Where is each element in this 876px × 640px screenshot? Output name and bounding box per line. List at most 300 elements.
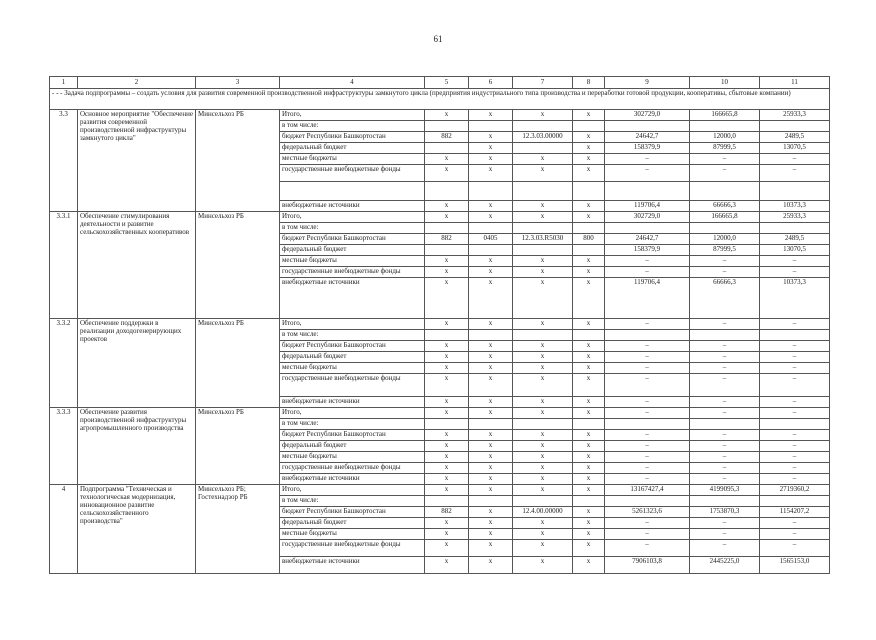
cell-c11: 1154207,2	[760, 507, 830, 518]
funding-source: бюджет Республики Башкортостан	[280, 507, 425, 518]
cell-c11	[760, 121, 830, 132]
cell-c7: x	[513, 485, 573, 496]
funding-source: местные бюджеты	[280, 452, 425, 463]
cell-c11	[760, 223, 830, 234]
cell-c9: 158379,9	[605, 143, 690, 154]
header-cell: 9	[605, 77, 690, 89]
cell-c9: –	[605, 267, 690, 278]
cell-c6: x	[469, 267, 513, 278]
cell-c5: x	[425, 363, 469, 374]
cell-c7: x	[513, 374, 573, 397]
cell-c8	[573, 496, 605, 507]
cell-c6: x	[469, 397, 513, 408]
cell-c9: –	[605, 430, 690, 441]
cell-c5: 882	[425, 507, 469, 518]
cell-c6: x	[469, 557, 513, 574]
cell-c11: –	[760, 441, 830, 452]
cell-c8: x	[573, 485, 605, 496]
cell-c8: x	[573, 319, 605, 330]
header-cell: 8	[573, 77, 605, 89]
cell-c6: x	[469, 363, 513, 374]
cell-c5: x	[425, 110, 469, 121]
cell-c7: x	[513, 529, 573, 540]
cell-c6: x	[469, 110, 513, 121]
section-name: Основное мероприятие "Обеспечение развития современной производственной инфраструктуры замкнутого цикла"	[78, 110, 196, 212]
cell-c7	[513, 223, 573, 234]
cell-c6: x	[469, 507, 513, 518]
cell-c10	[690, 496, 760, 507]
cell-c8: x	[573, 397, 605, 408]
table-row	[50, 319, 830, 330]
funding-source: внебюджетные источники	[280, 397, 425, 408]
cell-c8: x	[573, 441, 605, 452]
cell-c5: x	[425, 397, 469, 408]
cell-c6: x	[469, 529, 513, 540]
header-cell: 11	[760, 77, 830, 89]
cell-c9: 158379,9	[605, 245, 690, 256]
funding-source	[280, 182, 425, 201]
cell-c7: x	[513, 154, 573, 165]
cell-c10	[690, 121, 760, 132]
cell-c11: –	[760, 474, 830, 485]
column-numbers-row	[50, 77, 830, 89]
cell-c5: 882	[425, 234, 469, 245]
cell-c9: –	[605, 352, 690, 363]
table-body	[50, 77, 830, 574]
section-executor: Минсельхоз РБ	[196, 319, 280, 408]
cell-c11: 25933,3	[760, 212, 830, 223]
cell-c10: –	[690, 363, 760, 374]
cell-c8: 800	[573, 234, 605, 245]
cell-c9	[605, 223, 690, 234]
cell-c7	[513, 330, 573, 341]
cell-c9: –	[605, 518, 690, 529]
funding-source: федеральный бюджет	[280, 245, 425, 256]
header-cell: 7	[513, 77, 573, 89]
cell-c10: 66666,3	[690, 278, 760, 319]
cell-c6	[469, 330, 513, 341]
cell-c5: x	[425, 557, 469, 574]
cell-c7: x	[513, 278, 573, 319]
cell-c5	[425, 330, 469, 341]
cell-c11: –	[760, 430, 830, 441]
cell-c8: x	[573, 474, 605, 485]
header-cell: 1	[50, 77, 78, 89]
budget-table	[49, 76, 830, 574]
cell-c11	[760, 496, 830, 507]
cell-c11: –	[760, 352, 830, 363]
cell-c8: x	[573, 143, 605, 154]
cell-c9: 119706,4	[605, 278, 690, 319]
cell-c6: x	[469, 143, 513, 154]
funding-source: внебюджетные источники	[280, 278, 425, 319]
cell-c6	[469, 496, 513, 507]
section-number: 3.3.3	[50, 408, 78, 485]
cell-c7: x	[513, 212, 573, 223]
cell-c10: –	[690, 463, 760, 474]
task-text: Задача подпрограммы – создать условия для развития современной производственной инфраструктуры замкнутого цикла (предприятия индустриального типа производства и переработки готовой продукции, кооперативы, сбытовые компании)	[64, 89, 791, 97]
cell-c11: –	[760, 154, 830, 165]
cell-c7	[513, 143, 573, 154]
cell-c7: x	[513, 352, 573, 363]
cell-c8	[573, 419, 605, 430]
cell-c8: x	[573, 132, 605, 143]
funding-source: Итого,	[280, 485, 425, 496]
cell-c11: 25933,3	[760, 110, 830, 121]
cell-c7: x	[513, 363, 573, 374]
cell-c6: x	[469, 352, 513, 363]
cell-c7: x	[513, 463, 573, 474]
cell-c7	[513, 182, 573, 201]
cell-c7: x	[513, 540, 573, 557]
cell-c5: x	[425, 452, 469, 463]
funding-source: государственные внебюджетные фонды	[280, 165, 425, 182]
cell-c8: x	[573, 529, 605, 540]
cell-c10	[690, 330, 760, 341]
cell-c6: 0405	[469, 234, 513, 245]
cell-c7: x	[513, 518, 573, 529]
cell-c11: 13070,5	[760, 245, 830, 256]
cell-c5	[425, 182, 469, 201]
cell-c8: x	[573, 267, 605, 278]
cell-c7: x	[513, 319, 573, 330]
cell-c7: x	[513, 165, 573, 182]
cell-c7: x	[513, 430, 573, 441]
cell-c9: –	[605, 165, 690, 182]
section-number: 3.3.2	[50, 319, 78, 408]
funding-source: в том числе:	[280, 330, 425, 341]
task-row	[50, 89, 830, 110]
cell-c10: –	[690, 319, 760, 330]
cell-c11: –	[760, 452, 830, 463]
cell-c9: –	[605, 408, 690, 419]
funding-source: в том числе:	[280, 121, 425, 132]
funding-source: внебюджетные источники	[280, 557, 425, 574]
cell-c6	[469, 121, 513, 132]
funding-source: Итого,	[280, 319, 425, 330]
funding-source: внебюджетные источники	[280, 474, 425, 485]
cell-c6: x	[469, 341, 513, 352]
cell-c5: x	[425, 408, 469, 419]
cell-c5: x	[425, 256, 469, 267]
cell-c10: 1753870,3	[690, 507, 760, 518]
cell-c11: –	[760, 363, 830, 374]
cell-c10: 4199095,3	[690, 485, 760, 496]
cell-c6: x	[469, 132, 513, 143]
cell-c9	[605, 496, 690, 507]
cell-c5	[425, 223, 469, 234]
funding-source: в том числе:	[280, 496, 425, 507]
cell-c5: x	[425, 518, 469, 529]
cell-c5: x	[425, 319, 469, 330]
cell-c9: –	[605, 341, 690, 352]
cell-c6: x	[469, 430, 513, 441]
cell-c5	[425, 245, 469, 256]
funding-source: государственные внебюджетные фонды	[280, 267, 425, 278]
cell-c6: x	[469, 154, 513, 165]
funding-source: местные бюджеты	[280, 256, 425, 267]
funding-source: Итого,	[280, 212, 425, 223]
cell-c8: x	[573, 408, 605, 419]
cell-c6: x	[469, 212, 513, 223]
cell-c9: –	[605, 363, 690, 374]
cell-c11	[760, 182, 830, 201]
table-row	[50, 485, 830, 496]
cell-c9: 119706,4	[605, 201, 690, 212]
cell-c9: 13167427,4	[605, 485, 690, 496]
funding-source: в том числе:	[280, 223, 425, 234]
cell-c9: –	[605, 319, 690, 330]
cell-c7	[513, 245, 573, 256]
section-name: Обеспечение поддержки в реализации доходогенерирующих проектов	[78, 319, 196, 408]
section-name: Обеспечение стимулирования деятельности и развитие сельскохозяйственных кооперативов	[78, 212, 196, 319]
cell-c6: x	[469, 374, 513, 397]
cell-c6	[469, 223, 513, 234]
cell-c5	[425, 121, 469, 132]
cell-c11: –	[760, 397, 830, 408]
section-executor: Минсельхоз РБ	[196, 408, 280, 485]
cell-c10: 87999,5	[690, 245, 760, 256]
cell-c9: –	[605, 452, 690, 463]
cell-c9: 302729,0	[605, 110, 690, 121]
cell-c8: x	[573, 557, 605, 574]
cell-c9: –	[605, 397, 690, 408]
cell-c11: –	[760, 341, 830, 352]
cell-c11: –	[760, 529, 830, 540]
cell-c8: x	[573, 212, 605, 223]
cell-c6: x	[469, 256, 513, 267]
cell-c9: –	[605, 529, 690, 540]
funding-source: федеральный бюджет	[280, 441, 425, 452]
cell-c9: –	[605, 540, 690, 557]
cell-c7: x	[513, 256, 573, 267]
cell-c6: x	[469, 408, 513, 419]
cell-c10: –	[690, 341, 760, 352]
cell-c6	[469, 419, 513, 430]
cell-c8	[573, 330, 605, 341]
cell-c5: x	[425, 441, 469, 452]
task-prefix: - - -	[52, 89, 63, 97]
funding-source: местные бюджеты	[280, 154, 425, 165]
header-cell: 5	[425, 77, 469, 89]
cell-c10: 87999,5	[690, 143, 760, 154]
cell-c5: x	[425, 278, 469, 319]
cell-c5	[425, 143, 469, 154]
cell-c10	[690, 419, 760, 430]
cell-c6	[469, 245, 513, 256]
cell-c9: –	[605, 441, 690, 452]
cell-c7	[513, 419, 573, 430]
cell-c6: x	[469, 278, 513, 319]
cell-c8: x	[573, 540, 605, 557]
cell-c6: x	[469, 452, 513, 463]
cell-c6: x	[469, 319, 513, 330]
cell-c5: x	[425, 165, 469, 182]
cell-c10: –	[690, 352, 760, 363]
section-name: Подпрограмма "Техническая и технологическая модернизация, инновационное развитие сельскохозяйственного производства"	[78, 485, 196, 574]
cell-c7: x	[513, 408, 573, 419]
cell-c8	[573, 121, 605, 132]
cell-c8: x	[573, 165, 605, 182]
cell-c7	[513, 496, 573, 507]
cell-c7	[513, 121, 573, 132]
cell-c6: x	[469, 201, 513, 212]
cell-c10: –	[690, 518, 760, 529]
table-row	[50, 110, 830, 121]
cell-c10: –	[690, 397, 760, 408]
cell-c7: 12.3.03.00000	[513, 132, 573, 143]
cell-c10: 12000,0	[690, 234, 760, 245]
page-number: 61	[433, 34, 443, 44]
cell-c6: x	[469, 474, 513, 485]
section-name: Обеспечение развития производственной инфраструктуры агропромышленного производства	[78, 408, 196, 485]
section-executor: Минсельхоз РБ	[196, 110, 280, 212]
task-cell	[50, 89, 830, 110]
cell-c10: –	[690, 408, 760, 419]
cell-c11: 1565153,0	[760, 557, 830, 574]
cell-c7: x	[513, 397, 573, 408]
cell-c10: –	[690, 267, 760, 278]
cell-c5: x	[425, 485, 469, 496]
cell-c8: x	[573, 363, 605, 374]
cell-c5: x	[425, 352, 469, 363]
cell-c8	[573, 223, 605, 234]
cell-c11: –	[760, 463, 830, 474]
cell-c9: –	[605, 154, 690, 165]
funding-source: бюджет Республики Башкортостан	[280, 234, 425, 245]
funding-source: Итого,	[280, 408, 425, 419]
cell-c5: x	[425, 341, 469, 352]
cell-c8: x	[573, 463, 605, 474]
cell-c10	[690, 182, 760, 201]
cell-c8: x	[573, 452, 605, 463]
cell-c5: 882	[425, 132, 469, 143]
cell-c8: x	[573, 201, 605, 212]
cell-c11: –	[760, 518, 830, 529]
cell-c9: –	[605, 463, 690, 474]
cell-c9: 7906103,8	[605, 557, 690, 574]
cell-c10: –	[690, 540, 760, 557]
header-cell: 4	[280, 77, 425, 89]
cell-c8: x	[573, 352, 605, 363]
cell-c7: x	[513, 441, 573, 452]
cell-c8: x	[573, 154, 605, 165]
cell-c9	[605, 121, 690, 132]
cell-c8: x	[573, 507, 605, 518]
cell-c7: x	[513, 557, 573, 574]
cell-c8: x	[573, 430, 605, 441]
funding-source: федеральный бюджет	[280, 518, 425, 529]
cell-c8: x	[573, 110, 605, 121]
section-executor: Минсельхоз РБ; Гостехнадзор РБ	[196, 485, 280, 574]
cell-c10: 12000,0	[690, 132, 760, 143]
header-cell: 10	[690, 77, 760, 89]
cell-c5: x	[425, 374, 469, 397]
funding-source: в том числе:	[280, 419, 425, 430]
table-row	[50, 408, 830, 419]
cell-c7: x	[513, 201, 573, 212]
cell-c11: –	[760, 540, 830, 557]
cell-c9	[605, 419, 690, 430]
cell-c7: x	[513, 341, 573, 352]
cell-c10: –	[690, 441, 760, 452]
cell-c5: x	[425, 463, 469, 474]
cell-c9: –	[605, 256, 690, 267]
funding-source: местные бюджеты	[280, 529, 425, 540]
cell-c11: –	[760, 319, 830, 330]
cell-c8: x	[573, 341, 605, 352]
funding-source: бюджет Республики Башкортостан	[280, 341, 425, 352]
cell-c8: x	[573, 518, 605, 529]
header-cell: 6	[469, 77, 513, 89]
cell-c7: 12.4.00.00000	[513, 507, 573, 518]
section-number: 3.3.1	[50, 212, 78, 319]
cell-c5: x	[425, 154, 469, 165]
cell-c7: x	[513, 267, 573, 278]
cell-c10: 66666,3	[690, 201, 760, 212]
cell-c8: x	[573, 278, 605, 319]
cell-c5: x	[425, 540, 469, 557]
cell-c7: x	[513, 452, 573, 463]
cell-c10: 166665,8	[690, 110, 760, 121]
cell-c11: 13070,5	[760, 143, 830, 154]
funding-source: государственные внебюджетные фонды	[280, 374, 425, 397]
cell-c11: 10373,3	[760, 278, 830, 319]
cell-c8	[573, 182, 605, 201]
cell-c11: 10373,3	[760, 201, 830, 212]
cell-c9: 24642,7	[605, 234, 690, 245]
funding-source: Итого,	[280, 110, 425, 121]
funding-source: государственные внебюджетные фонды	[280, 540, 425, 557]
cell-c5: x	[425, 474, 469, 485]
cell-c11: –	[760, 408, 830, 419]
cell-c5: x	[425, 529, 469, 540]
cell-c11: –	[760, 165, 830, 182]
cell-c11: 2489,5	[760, 234, 830, 245]
cell-c11: –	[760, 267, 830, 278]
cell-c9: 5261323,6	[605, 507, 690, 518]
cell-c6: x	[469, 165, 513, 182]
funding-source: внебюджетные источники	[280, 201, 425, 212]
cell-c7: 12.3.03.R5030	[513, 234, 573, 245]
header-cell: 3	[196, 77, 280, 89]
cell-c10	[690, 223, 760, 234]
funding-source: государственные внебюджетные фонды	[280, 463, 425, 474]
cell-c9	[605, 182, 690, 201]
cell-c10: 2445225,0	[690, 557, 760, 574]
funding-source: федеральный бюджет	[280, 143, 425, 154]
cell-c9	[605, 330, 690, 341]
cell-c11	[760, 330, 830, 341]
cell-c5	[425, 496, 469, 507]
cell-c11: –	[760, 256, 830, 267]
cell-c11: 2489,5	[760, 132, 830, 143]
cell-c11	[760, 419, 830, 430]
cell-c10: –	[690, 256, 760, 267]
cell-c8: x	[573, 374, 605, 397]
cell-c5: x	[425, 212, 469, 223]
cell-c8	[573, 245, 605, 256]
cell-c9: 24642,7	[605, 132, 690, 143]
cell-c5: x	[425, 267, 469, 278]
section-executor: Минсельхоз РБ	[196, 212, 280, 319]
cell-c10: –	[690, 374, 760, 397]
cell-c7: x	[513, 110, 573, 121]
cell-c6	[469, 182, 513, 201]
cell-c6: x	[469, 540, 513, 557]
table-row	[50, 212, 830, 223]
cell-c9: –	[605, 374, 690, 397]
